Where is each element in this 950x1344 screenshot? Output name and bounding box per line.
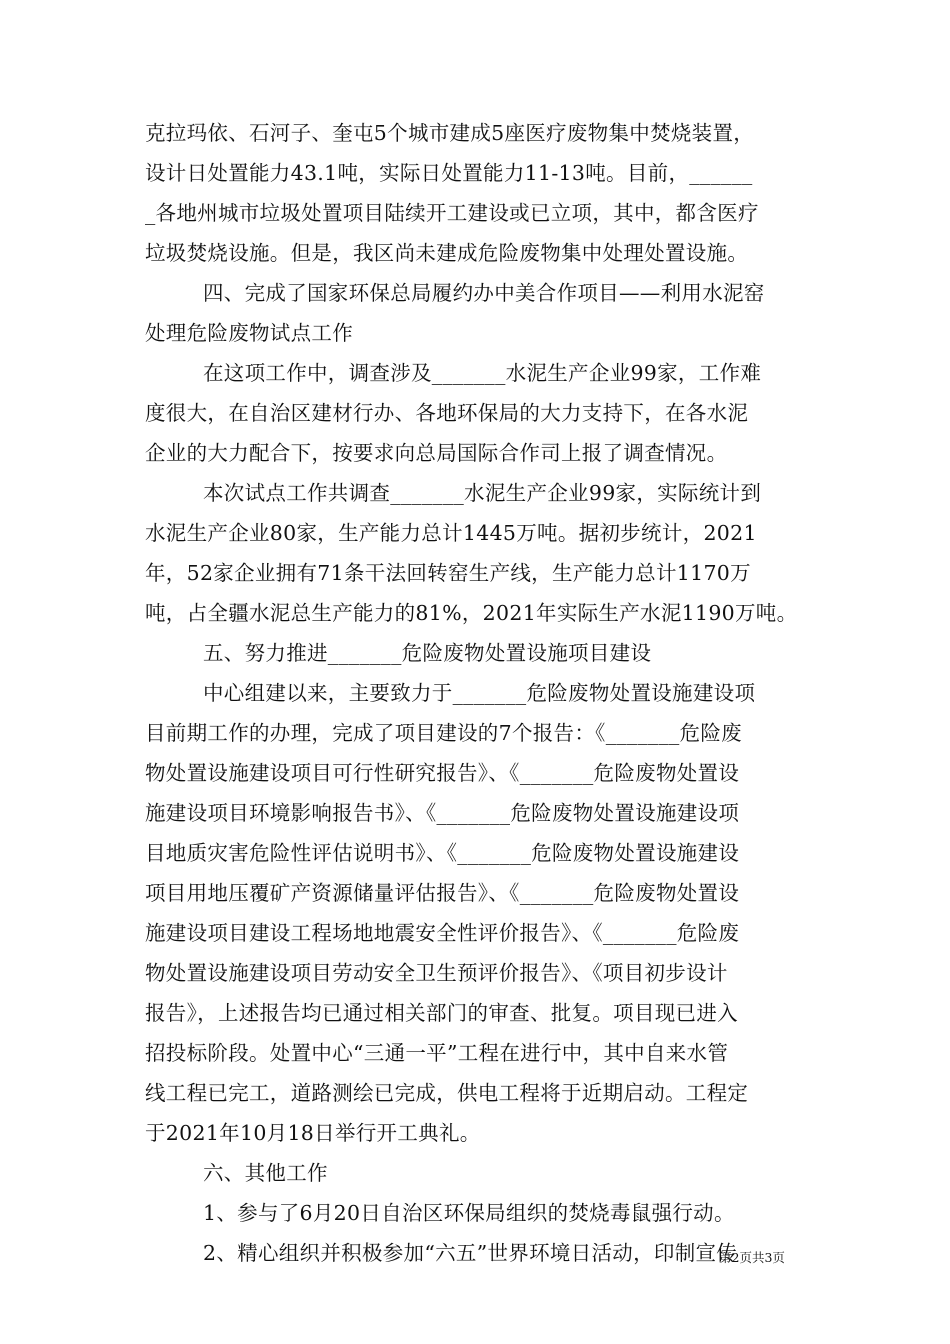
text-line: 线工程已完工，道路测绘已完成，供电工程将于近期启动。工程定 bbox=[145, 1081, 749, 1105]
text-line: 目前期工作的办理，完成了项目建设的7个报告：《_______危险废 bbox=[145, 721, 742, 745]
text-line: 中心组建以来，主要致力于_______危险废物处置设施建设项 bbox=[203, 681, 756, 705]
text-line: 在这项工作中，调查涉及_______水泥生产企业99家，工作难 bbox=[203, 361, 762, 385]
text-line: 吨，占全疆水泥总生产能力的81%，2021年实际生产水泥1190万吨。 bbox=[145, 601, 798, 625]
page-number: 第2页共3页 bbox=[719, 1250, 785, 1265]
section-heading-5: 五、努力推进_______危险废物处置设施项目建设 bbox=[203, 641, 652, 665]
list-item: 2、精心组织并积极参加“六五”世界环境日活动，印制宣传 bbox=[203, 1241, 738, 1265]
text-line: _各地州城市垃圾处置项目陆续开工建设或已立项，其中，都含医疗 bbox=[145, 201, 759, 225]
text-line: 招投标阶段。处置中心“三通一平”工程在进行中，其中自来水管 bbox=[145, 1041, 729, 1065]
text-line: 报告》，上述报告均已通过相关部门的审查、批复。项目现已进入 bbox=[145, 1001, 738, 1025]
section-heading-4: 四、完成了国家环保总局履约办中美合作项目——利用水泥窑 bbox=[203, 281, 765, 305]
section-heading-6: 六、其他工作 bbox=[203, 1161, 328, 1185]
text-line: 设计日处置能力43.1吨，实际日处置能力11-13吨。目前，______ bbox=[145, 161, 753, 185]
text-line: 年，52家企业拥有71条干法回转窑生产线，生产能力总计1170万 bbox=[145, 561, 751, 585]
list-item: 1、参与了6月20日自治区环保局组织的焚烧毒鼠强行动。 bbox=[203, 1201, 735, 1225]
text-line: 企业的大力配合下，按要求向总局国际合作司上报了调查情况。 bbox=[145, 441, 728, 465]
text-line: 目地质灾害危险性评估说明书》、《_______危险废物处置设施建设 bbox=[145, 841, 740, 865]
text-line: 物处置设施建设项目可行性研究报告》、《_______危险废物处置设 bbox=[145, 761, 740, 785]
text-line: 于2021年10月18日举行开工典礼。 bbox=[145, 1121, 481, 1145]
text-line: 项目用地压覆矿产资源储量评估报告》、《_______危险废物处置设 bbox=[145, 881, 740, 905]
text-line: 本次试点工作共调查_______水泥生产企业99家，实际统计到 bbox=[203, 481, 762, 505]
text-line: 施建设项目建设工程场地地震安全性评价报告》、《_______危险废 bbox=[145, 921, 740, 945]
text-line: 水泥生产企业80家，生产能力总计1445万吨。据初步统计，2021 bbox=[145, 521, 757, 545]
text-line: 物处置设施建设项目劳动安全卫生预评价报告》、《项目初步设计 bbox=[145, 961, 728, 985]
text-line: 垃圾焚烧设施。但是，我区尚未建成危险废物集中处理处置设施。 bbox=[145, 241, 749, 265]
text-line: 度很大，在自治区建材行办、各地环保局的大力支持下，在各水泥 bbox=[145, 401, 749, 425]
section-heading-4-cont: 处理危险废物试点工作 bbox=[145, 321, 353, 345]
text-line: 克拉玛依、石河子、奎屯5个城市建成5座医疗废物集中焚烧装置， bbox=[145, 121, 755, 145]
text-line: 施建设项目环境影响报告书》、《_______危险废物处置设施建设项 bbox=[145, 801, 740, 825]
